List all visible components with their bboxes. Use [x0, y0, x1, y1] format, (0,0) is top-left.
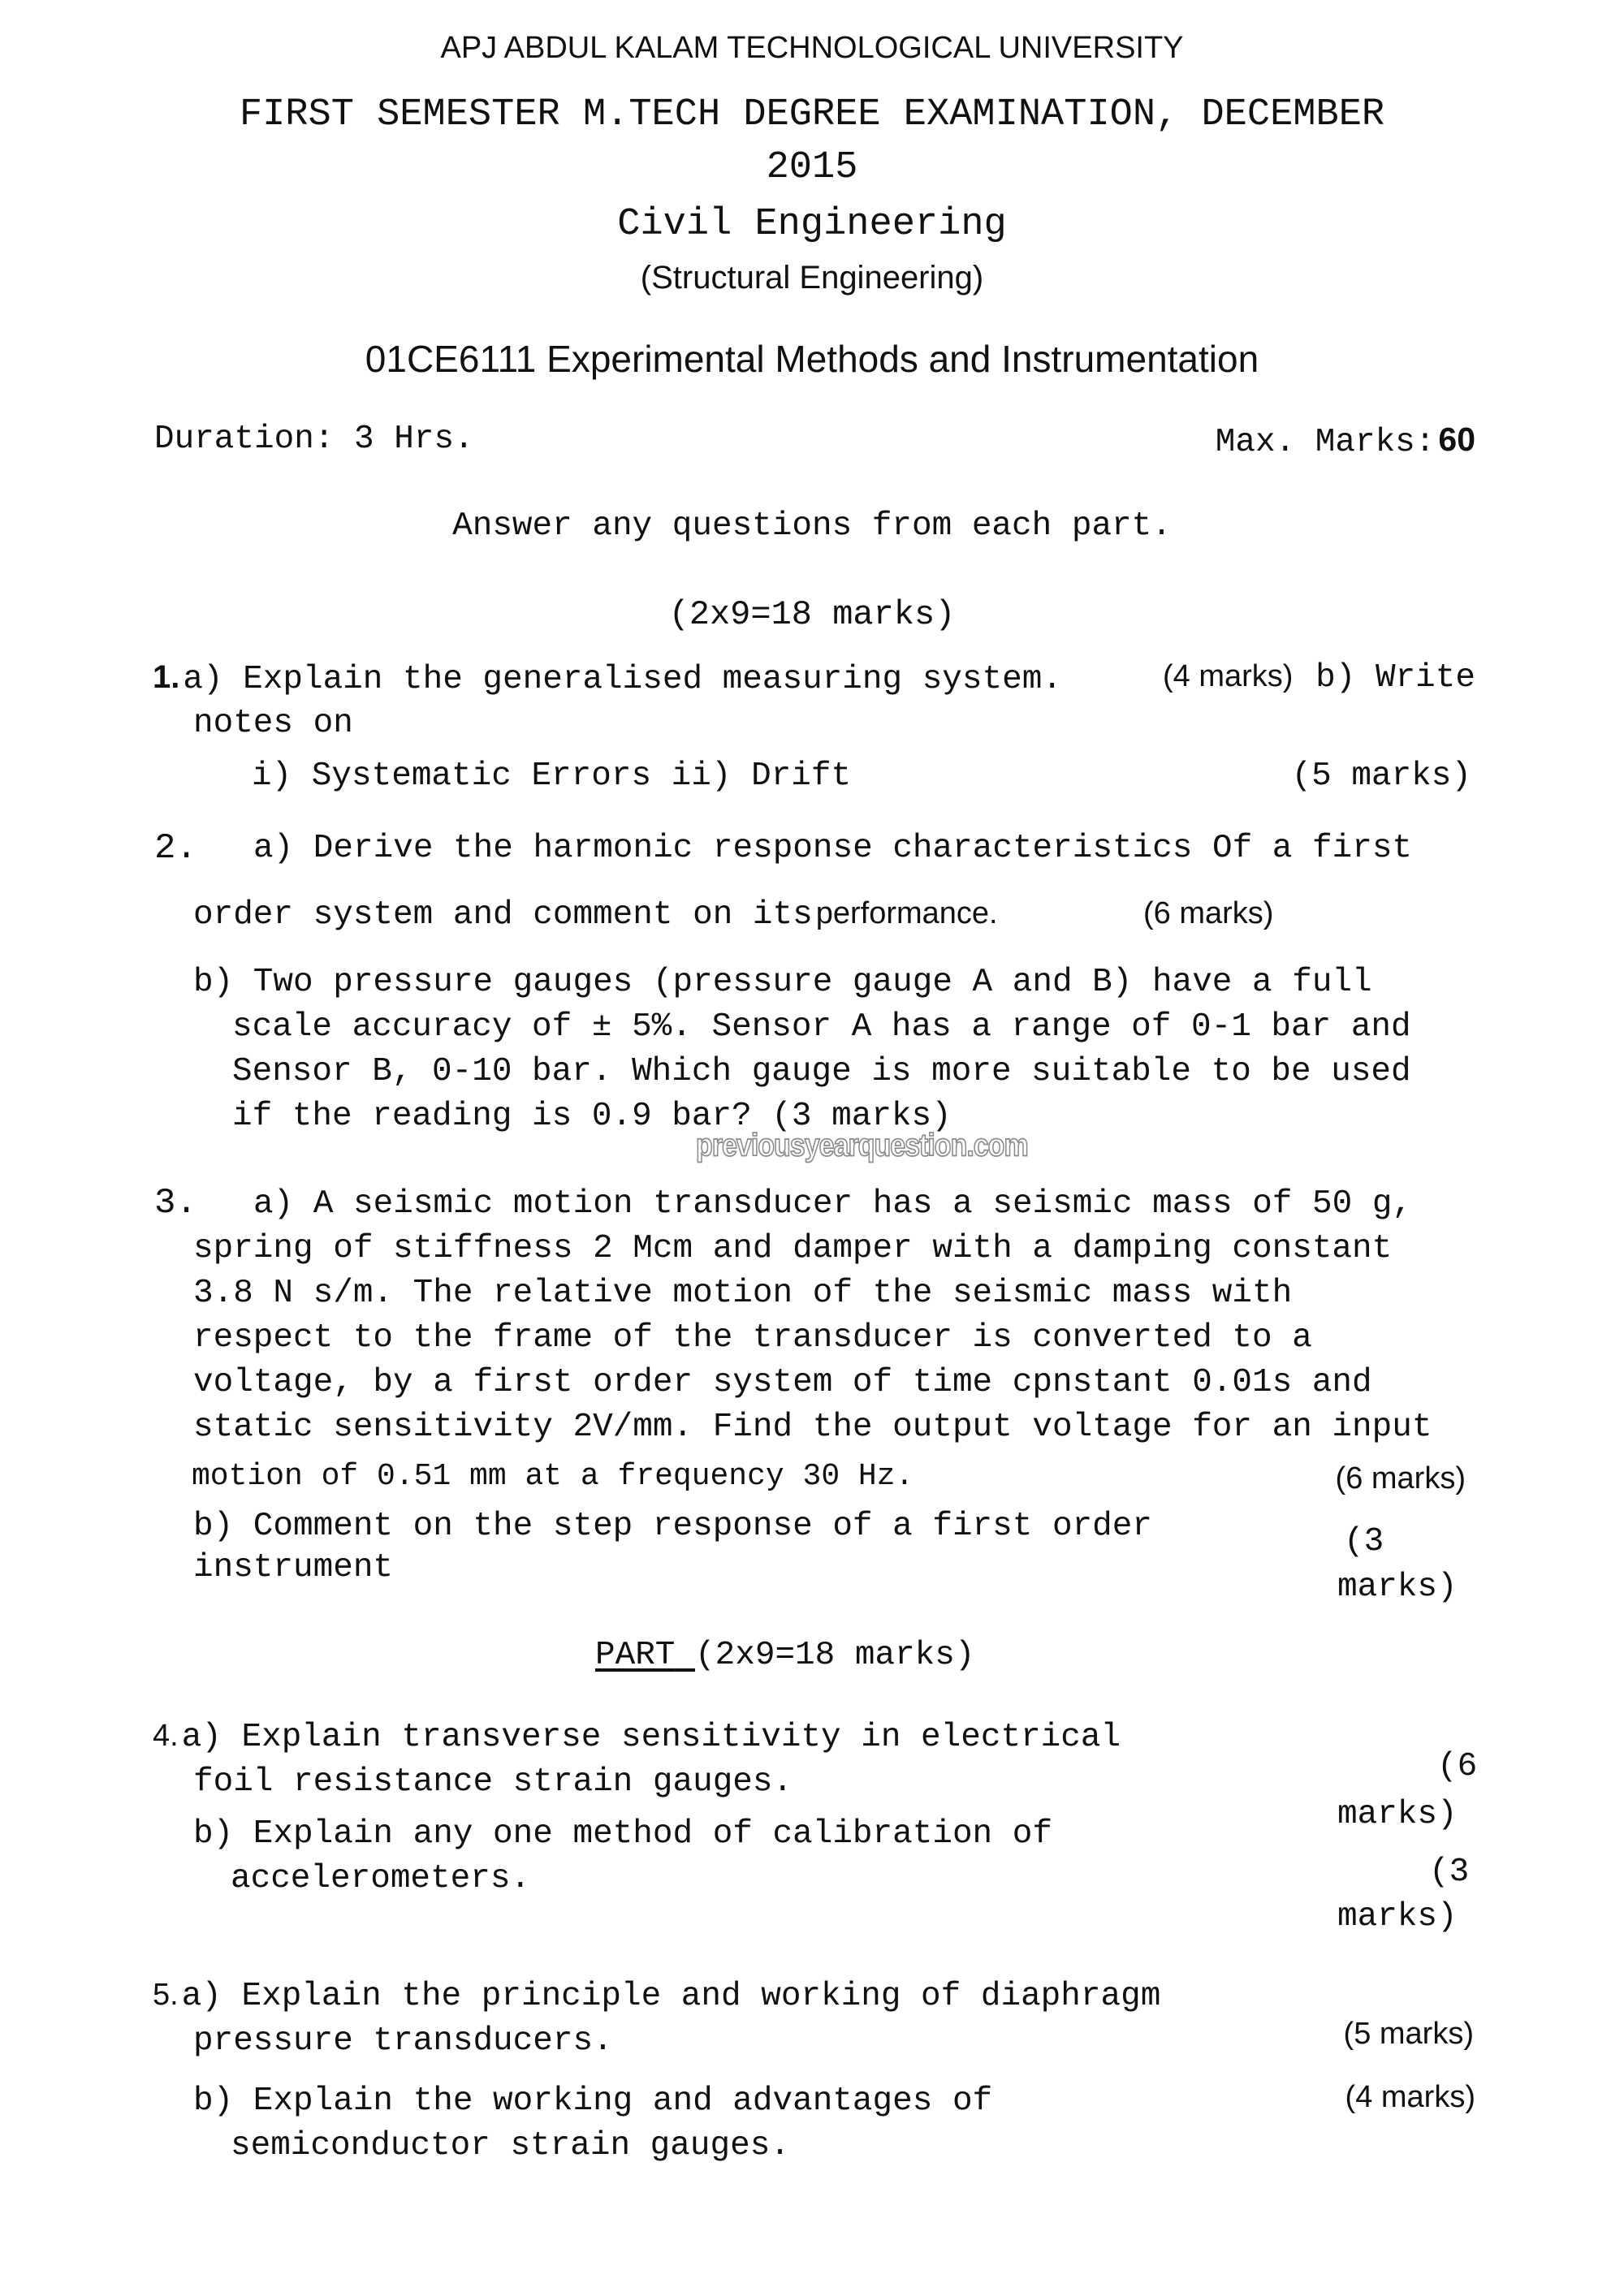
question-4b-marks-close: marks)	[1337, 1898, 1458, 1936]
question-2a-line1: a) Derive the harmonic response characteristics Of a first	[253, 830, 1413, 867]
question-2a-line2-text: order system and comment on its	[193, 896, 813, 934]
question-5a-line2: pressure transducers.	[193, 2022, 613, 2060]
instruction: Answer any questions from each part.	[452, 507, 1172, 545]
question-5b-marks: (4 marks)	[1345, 2080, 1475, 2114]
question-4b-marks-open: (3	[1429, 1854, 1470, 1891]
question-4b-line1: b) Explain any one method of calibration of	[193, 1815, 1052, 1853]
question-5b-line1: b) Explain the working and advantages of	[193, 2082, 993, 2120]
question-3a-line6: static sensitivity 2V/mm. Find the output voltage for an input	[193, 1409, 1432, 1446]
branch-name: Civil Engineering	[617, 203, 1007, 246]
duration: Duration: 3 Hrs.	[154, 421, 474, 458]
question-1b-start: b) Write	[1315, 659, 1475, 697]
question-4a-marks-open: (6	[1437, 1748, 1478, 1785]
question-4a-line2: foil resistance strain gauges.	[193, 1763, 793, 1801]
question-1b-items: i) Systematic Errors ii) Drift	[252, 757, 852, 795]
max-marks-label: Max. Marks:	[1215, 424, 1436, 461]
question-4a-line1-text: a) Explain transverse sensitivity in electrical	[181, 1719, 1121, 1756]
question-2b-line3: Sensor B, 0-10 bar. Which gauge is more suitable to be used	[232, 1053, 1411, 1090]
exam-title-line1: FIRST SEMESTER M.TECH DEGREE EXAMINATION, DECEMBER	[239, 93, 1385, 136]
watermark-logo: previousyearquestion.com	[696, 1128, 1028, 1163]
question-2a-line2	[193, 896, 998, 934]
question-5a-marks: (5 marks)	[1343, 2017, 1474, 2051]
question-3b-line2: instrument	[193, 1549, 394, 1586]
question-2b-line4: if the reading is 0.9 bar? (3 marks)	[232, 1098, 952, 1135]
question-4-number: 4.	[153, 1719, 179, 1753]
question-3-number: 3.	[154, 1183, 197, 1224]
course-title: 01CE6111 Experimental Methods and Instrumentation	[365, 338, 1259, 380]
question-3a-line1: a) A seismic motion transducer has a seismic mass of 50 g,	[253, 1185, 1413, 1223]
question-4-line1	[153, 1719, 1121, 1756]
question-3a-line3: 3.8 N s/m. The relative motion of the seismic mass with	[193, 1275, 1293, 1312]
part-b-heading	[595, 1637, 975, 1674]
question-3b-line1: b) Comment on the step response of a first order	[193, 1508, 1152, 1545]
question-3b-marks-close: marks)	[1337, 1569, 1458, 1606]
question-2a-line2-word: performance.	[815, 896, 998, 930]
question-1b-marks: (5 marks)	[1291, 757, 1471, 795]
university-name: APJ ABDUL KALAM TECHNOLOGICAL UNIVERSITY	[440, 31, 1184, 65]
question-5-line1	[153, 1978, 1160, 2015]
part-b-word: PART	[595, 1637, 676, 1674]
question-1a-marks: (4 marks)	[1163, 659, 1294, 693]
question-5b-line2: semiconductor strain gauges.	[231, 2127, 790, 2164]
part-a-marks: (2x9=18 marks)	[668, 595, 956, 634]
max-marks-value: 60	[1438, 421, 1475, 458]
stream-name: (Structural Engineering)	[640, 260, 984, 296]
question-2b-line1: b) Two pressure gauges (pressure gauge A and B) have a full	[193, 964, 1372, 1001]
question-1b-text: notes on	[193, 705, 353, 742]
question-3a-line4: respect to the frame of the transducer is converted to a	[193, 1319, 1312, 1357]
max-marks	[1216, 421, 1475, 461]
question-4b-line2: accelerometers.	[231, 1860, 531, 1897]
question-3a-marks: (6 marks)	[1335, 1461, 1466, 1495]
exam-title-line2: 2015	[766, 146, 858, 189]
question-5a-line1-text: a) Explain the principle and working of diaphragm	[181, 1978, 1161, 2015]
question-3a-line5: voltage, by a first order system of time cpnstant 0.01s and	[193, 1364, 1372, 1401]
question-2b-line2: scale accuracy of ± 5%. Sensor A has a range of 0-1 bar and	[232, 1008, 1411, 1046]
question-3a-line7: motion of 0.51 mm at a frequency 30 Hz.	[192, 1459, 914, 1494]
question-2-number: 2.	[154, 828, 197, 869]
question-1-number: 1.	[153, 659, 180, 695]
question-3b-marks-open: (3	[1344, 1523, 1384, 1560]
part-b-marks: (2x9=18 marks)	[695, 1637, 975, 1674]
question-3a-line2: spring of stiffness 2 Mcm and damper with a damping constant	[193, 1230, 1393, 1267]
question-5-number: 5.	[153, 1978, 179, 2012]
question-1a-text: a) Explain the generalised measuring system.	[183, 661, 1062, 698]
question-2a-marks: (6 marks)	[1143, 896, 1274, 930]
question-1-line1	[153, 659, 1062, 698]
question-4a-marks-close: marks)	[1337, 1796, 1458, 1833]
